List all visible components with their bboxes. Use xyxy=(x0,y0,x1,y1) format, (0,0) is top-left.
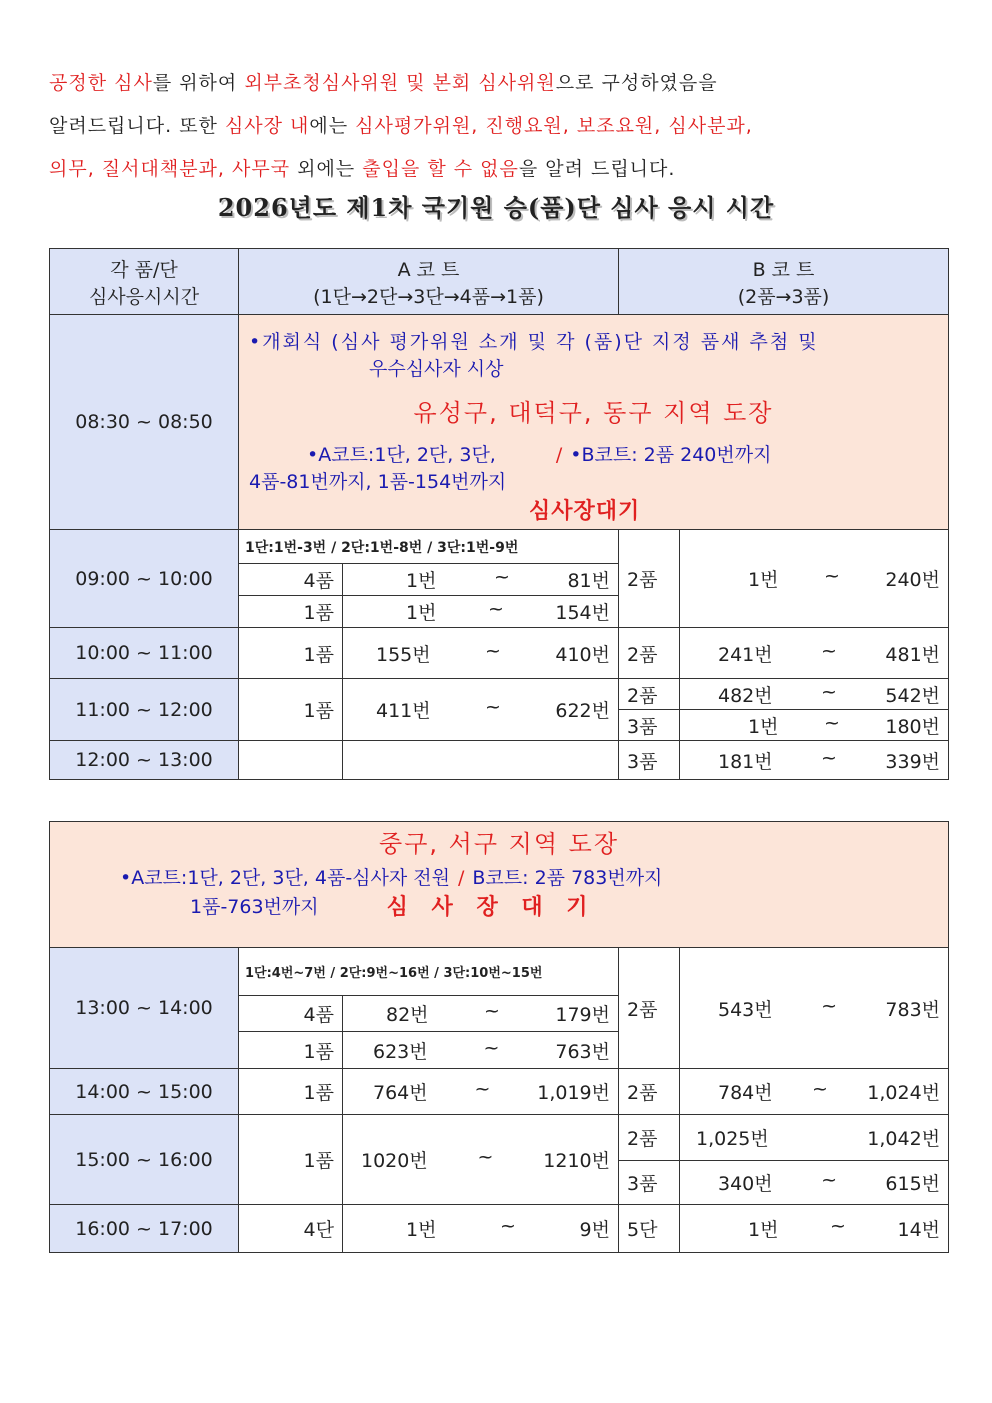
table-row xyxy=(50,741,949,780)
a-range-cell: 764번 ~ 1,019번 xyxy=(343,1069,619,1115)
b-range-cell: 1번 ~ 180번 xyxy=(680,710,949,741)
region-title: 중구, 서구 지역 도장 xyxy=(379,830,620,858)
intro-line-3: 의무, 질서대책분과, 사무국 외에는 출입을 할 수 없음을 알려 드립니다. xyxy=(49,158,676,180)
a-range-cell: 411번 ~ 622번 xyxy=(343,679,619,741)
intro-notice xyxy=(49,62,949,191)
b-range-cell: 1번 ~ 14번 xyxy=(680,1205,949,1253)
a-range-cell: 1020번 ~ 1210번 xyxy=(343,1115,619,1205)
table-row xyxy=(50,1069,949,1115)
a-range-cell: 82번 ~ 179번 xyxy=(343,996,619,1032)
schedule-table-1 xyxy=(49,248,949,780)
region-info-cell: 중구, 서구 지역 도장 •A코트:1단, 2단, 3단, 4품-심사자 전원 / B코트: 2품 783번까지 1품-763번까지 심 사 장 대 기 xyxy=(50,822,949,948)
a-grade-cell: 1품 xyxy=(239,1032,343,1069)
b-grade-cell: 2품 xyxy=(619,1115,680,1161)
b-range-cell: 340번 ~ 615번 xyxy=(680,1161,949,1205)
header-b-court: B 코 트 (2품→3품) xyxy=(619,249,949,315)
time-cell: 11:00 ~ 12:00 xyxy=(50,679,239,741)
table-row xyxy=(50,948,949,996)
a-grade-cell: 4단 xyxy=(239,1205,343,1253)
b-range-cell: 181번 ~ 339번 xyxy=(680,741,949,780)
b-grade-cell: 2품 xyxy=(619,948,680,1069)
b-grade-cell: 2품 xyxy=(619,1069,680,1115)
header-time-cell: 각 품/단 심사응시시간 xyxy=(50,249,239,315)
b-range-cell: 1,025번 1,042번 xyxy=(680,1115,949,1161)
intro-line-1: 공정한 심사를 위하여 외부초청심사위원 및 본회 심사위원으로 구성하였음을 xyxy=(49,72,718,94)
table-row xyxy=(50,628,949,679)
intro-line-2: 알려드립니다. 또한 심사장 내에는 심사평가위원, 진행요원, 보조요원, 심사분과, xyxy=(49,115,753,137)
b-grade-cell: 3품 xyxy=(619,741,680,780)
dan-range-cell: 1단:1번-3번 / 2단:1번-8번 / 3단:1번-9번 xyxy=(239,530,619,564)
a-range-cell: 155번 ~ 410번 xyxy=(343,628,619,679)
region-header-row xyxy=(50,822,949,948)
a-grade-cell: 1품 xyxy=(239,628,343,679)
a-range-cell xyxy=(343,741,619,780)
time-cell: 08:30 ~ 08:50 xyxy=(50,315,239,530)
b-range-cell: 784번 ~ 1,024번 xyxy=(680,1069,949,1115)
time-cell: 15:00 ~ 16:00 xyxy=(50,1115,239,1205)
time-cell: 14:00 ~ 15:00 xyxy=(50,1069,239,1115)
time-cell: 13:00 ~ 14:00 xyxy=(50,948,239,1069)
b-grade-cell: 2품 xyxy=(619,628,680,679)
a-range-cell: 1번 ~ 9번 xyxy=(343,1205,619,1253)
time-cell: 09:00 ~ 10:00 xyxy=(50,530,239,628)
b-grade-cell: 2품 xyxy=(619,530,680,628)
waiting-notice: 심사장대기 xyxy=(529,499,641,524)
time-cell: 12:00 ~ 13:00 xyxy=(50,741,239,780)
dan-range-cell: 1단:4번~7번 / 2단:9번~16번 / 3단:10번~15번 xyxy=(239,948,619,996)
waiting-notice: 심 사 장 대 기 xyxy=(386,895,596,920)
a-grade-cell: 4품 xyxy=(239,564,343,596)
b-range-cell: 543번 ~ 783번 xyxy=(680,948,949,1069)
table-header-row xyxy=(50,249,949,315)
a-grade-cell: 4품 xyxy=(239,996,343,1032)
b-range-cell: 241번 ~ 481번 xyxy=(680,628,949,679)
a-grade-cell: 1품 xyxy=(239,1115,343,1205)
time-cell: 10:00 ~ 11:00 xyxy=(50,628,239,679)
a-grade-cell xyxy=(239,741,343,780)
page-title: 2026년도 제1차 국기원 승(품)단 심사 응시 시간 xyxy=(217,193,775,222)
b-grade-cell: 5단 xyxy=(619,1205,680,1253)
b-grade-cell: 3품 xyxy=(619,1161,680,1205)
header-a-court: A 코 트 (1단→2단→3단→4품→1품) xyxy=(239,249,619,315)
a-grade-cell: 1품 xyxy=(239,679,343,741)
a-range-cell: 1번 ~ 81번 xyxy=(343,564,619,596)
b-grade-cell: 2품 xyxy=(619,679,680,710)
b-range-cell: 482번 ~ 542번 xyxy=(680,679,949,710)
table-row xyxy=(50,679,949,710)
a-grade-cell: 1품 xyxy=(239,596,343,628)
a-grade-cell: 1품 xyxy=(239,1069,343,1115)
opening-ceremony-cell: •개회식 (심사 평가위원 소개 및 각 (품)단 지정 품새 추첨 및 우수심사자 시상 유성구, 대덕구, 동구 지역 도장 •A코트:1단, 2단, 3단, / •B코트: 2품 240번까지 4품-81번까지, 1품-154번까지 심사장대기 xyxy=(239,315,949,530)
table-row xyxy=(50,1205,949,1253)
time-cell: 16:00 ~ 17:00 xyxy=(50,1205,239,1253)
b-grade-cell: 3품 xyxy=(619,710,680,741)
table-row xyxy=(50,1115,949,1161)
opening-row xyxy=(50,315,949,530)
b-range-cell: 1번 ~ 240번 xyxy=(680,530,949,628)
a-range-cell: 1번 ~ 154번 xyxy=(343,596,619,628)
schedule-table-2 xyxy=(49,821,949,1253)
table-row xyxy=(50,530,949,564)
a-range-cell: 623번 ~ 763번 xyxy=(343,1032,619,1069)
region-title: 유성구, 대덕구, 동구 지역 도장 xyxy=(413,399,774,427)
